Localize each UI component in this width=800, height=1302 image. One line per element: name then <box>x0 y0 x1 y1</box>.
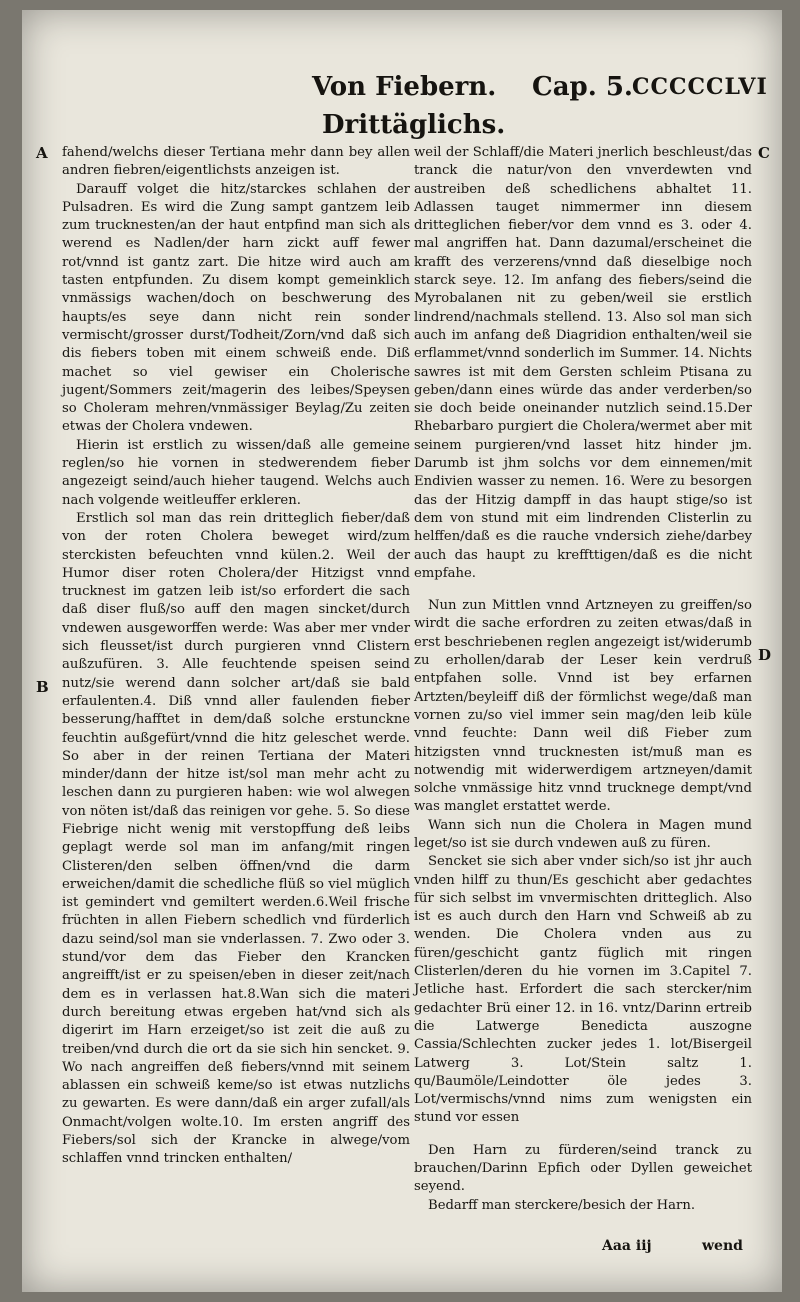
paragraph: Nun zun Mittlen vnnd Artzneyen zu greiffen/so wirdt die sache erfordren zu zeiten etwas/daß in erst beschriebenen reglen angezeigt ist/widerumb zu erhollen/darab der Leser kein verdruß entpfahen solle. Vnnd ist bey erfarnen Artzten/beyleiff diß der förmlichst wege/daß man vornen zu/so viel immer sein mag/den leib küle vnnd feuchte: Dann weil diß Fieber zum hitzigsten vnnd trucknesten ist/muß man es notwendig mit widerwerdigem artzneyen/damit solche vnmässige hitz vnnd trucknege dempt/vnd was manglet erstattet werde. <box>414 598 752 815</box>
margin-mark-a: A <box>36 144 48 162</box>
folio-number: CCCCCLVI <box>632 74 768 100</box>
paragraph: Darauff volget die hitz/starckes schlahen der Pulsadren. Es wird die Zung sampt gantzem leib zum trucknesten/an der haut entpfind man sich als werend es Nadlen/der harn zickt auff fewer rot/vnnd ist gantz zart. Die hitze wird auch am tasten entpfunden. Zu disem kompt gemeinklich vnmässigs wachen/doch on beschwerung des haupts/es seye dann nicht rein sonder vermischt/grosser durst/Todheit/Zorn/vnd daß sich dis fiebers toben mit einem schweiß ende. Diß machet so viel gewiser ein Cholerische jugent/Sommers zeit/magerin des leibes/Speysen so Choleram mehren/vnmässiger Beylag/Zu zeiten etwas der Cholera vndewen. <box>62 181 410 435</box>
paragraph: Erstlich sol man das rein dritteglich fieber/daß von der roten Cholera beweget wird/zum sterckisten befeuchten vnnd külen.2. Weil der Humor diser roten Cholera/der Hitzigst vnnd trucknest im gatzen leib ist/so erfordert die sach daß diser fluß/so auff den magen sincket/durch vndewen ausgeworffen werde: Was aber mer vnder sich fleusset/ist durch purgieren vnnd Clistern außzufüren. 3. Alle feuchtende speisen seind nutz/sie werend dann solcher art/daß sie bald erfaulenten.4. Diß vnnd aller faulenden fieber besserung/hafftet in dem/daß solche erstunckne feuchtin außgefürt/vnnd die hitz geleschet werde. So aber in der reinen Tertiana der Materi minder/dann der hitze ist/sol man mehr acht zu leschen dann zu purgieren haben: wie wol alwegen von nöten ist/daß das reinigen vor gehe. 5. So diese Fiebrige nicht wenig mit verstopffung deß leibs geplagt werde sol man im anfang/mit ringen Clisteren/den selben öffnen/vnd die darm erweichen/damit die schedliche flüß so viel müglich ist gemindert vnd gemiltert werden.6.Weil frische früchten in allen Fiebern schedlich vnd fürderlich dazu seind/sol man sie vnderlassen. 7. Zwo oder 3. stund/vor dem das Fieber den Krancken angreifft/ist er zu speisen/eben in dieser zeit/nach dem es in verlassen hat.8.Wan sich die materi durch bereitung etwas ergeben hat/vnd sich als digerirt im Harn erzeiget/so ist zeit die auß zu treiben/vnd durch die ort da sie sich hin sencket. 9. Wo nach angreiffen deß fiebers/vnnd mit seinem ablassen ein schweiß keme/so ist etwas nutzlichs zu gewarten. Es were dann/daß ein arger zufall/als Onmacht/volgen wolte.10. Im ersten angriff des Fiebers/sol sich der Krancke in alwege/vom schlaffen vnnd trincken enthalten/ <box>62 510 410 1167</box>
paragraph: Sencket sie sich aber vnder sich/so ist jhr auch vnden hilff zu thun/Es geschicht aber gedachtes für sich selbst im vnvermischten dritteglich. Also ist es auch durch den Harn vnd Schweiß ab zu wenden. Die Cholera vnden aus zu füren/geschicht gantz füglich mit ringen Clisterlen/deren du hie vornen im 3.Capitel 7. Jetliche hast. Erfordert die sach stercker/nim gedachter Brü einer 12. in 16. vntz/Darinn ertreib die Latwerge Benedicta auszogne Cassia/Schlechten zucker jedes 1. lot/Bisergeil Latwerg 3. Lot/Stein saltz 1. qu/Baumöle/Leindotter öle jedes 3. Lot/vermischs/vnnd nims zum wenigsten ein stund vor essen <box>414 854 752 1126</box>
margin-mark-b: B <box>36 678 49 696</box>
paragraph: Bedarff man sterckere/besich der Harn. <box>428 1197 696 1213</box>
right-column <box>414 144 752 1215</box>
margin-mark-c: C <box>758 144 770 162</box>
paragraph: Wann sich nun die Cholera in Magen mund leget/so ist sie durch vndewen auß zu füren. <box>414 817 752 851</box>
book-page <box>22 10 782 1292</box>
signature-mark: Aaa iij <box>602 1238 652 1254</box>
running-head <box>22 72 782 112</box>
paragraph: Hierin ist erstlich zu wissen/daß alle gemeine reglen/so hie vornen in stedwerendem fieber angezeigt seind/auch hieher taugend. Welchs auch nach volgende weitleuffer erkleren. <box>62 437 410 508</box>
margin-mark-d: D <box>758 646 772 664</box>
paragraph: fahend/welchs dieser Tertiana mehr dann bey allen andren fiebren/eigentlichsts anzeigen ist. <box>62 145 410 179</box>
catchword: wend <box>702 1238 743 1254</box>
running-title: Von Fiebern. <box>312 72 497 102</box>
section-title: Drittäglichs. <box>322 110 506 140</box>
chapter-number: Cap. 5. <box>532 72 633 102</box>
paragraph: Den Harn zu fürderen/seind tranck zu brauchen/Darinn Epfich oder Dyllen geweichet seyend. <box>414 1142 752 1195</box>
left-column <box>62 144 410 1169</box>
paragraph: weil der Schlaff/die Materi jnerlich beschleust/das tranck die natur/von den vnverdewten vnd austreiben deß schedlichens abhaltet 11. Adlassen tauget nimmermer inn diesem dritteglichen fieber/vor dem vnnd es 3. oder 4. mal angriffen hat. Dann dazumal/erscheinet die krafft des verzerens/vnnd daß dieselbige noch starck seye. 12. Im anfang des fiebers/seind die Myrobalanen nit zu geben/weil sie erstlich lindrend/nachmals stellend. 13. Also sol man sich auch im anfang deß Diagridion enthalten/weil sie erflammet/vnnd sonderlich im Summer. 14. Nichts sawres ist mit dem Gersten schleim Ptisana zu geben/dann eines würde das ander verderben/so sie doch beide oneinander nutzlich seind.15.Der Rhebarbaro purgiert die Cholera/wermet aber mit seinem purgieren/vnd lasset hitz hinder jm. Darumb ist jhm solchs vor dem einnemen/mit Endivien wasser zu nemen. 16. Were zu besorgen das der Hitzig dampff in das haupt stige/so ist dem von stund mit eim lindrenden Clisterlin zu helffen/daß es die rauche vndersich ziehe/darbey auch das haupt zu kreffttigen/daß es die nicht empfahe. <box>414 145 753 581</box>
